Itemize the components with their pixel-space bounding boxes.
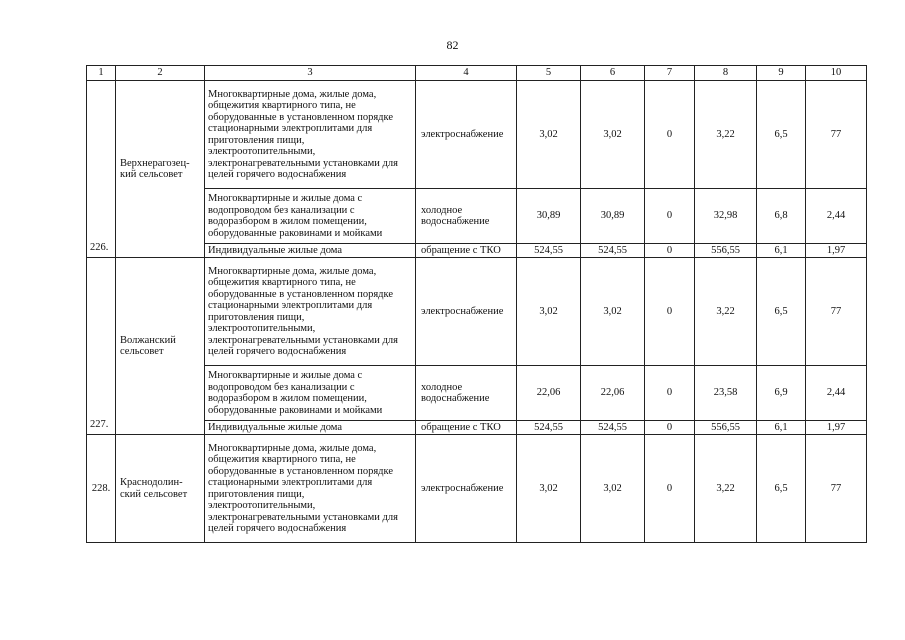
value-cell: 3,02 xyxy=(517,435,581,543)
tariff-table xyxy=(86,65,867,543)
value-cell: 6,5 xyxy=(757,81,806,189)
value-cell: 556,55 xyxy=(695,244,757,258)
table-row xyxy=(87,258,867,366)
header-cell: 6 xyxy=(581,66,645,81)
value-cell: 3,02 xyxy=(581,258,645,366)
value-cell: 0 xyxy=(645,81,695,189)
value-cell: 6,1 xyxy=(757,244,806,258)
value-cell: 0 xyxy=(645,189,695,244)
value-cell: 3,02 xyxy=(517,81,581,189)
utility-type: холодное водоснабжение xyxy=(416,189,517,244)
value-cell: 3,02 xyxy=(517,258,581,366)
consumer-category: Многоквартирные и жилые дома с водопроводом без канализации с водоразбором в жилом помещении, оборудованные раковинами и мойками xyxy=(205,366,416,421)
value-cell: 0 xyxy=(645,421,695,435)
consumer-category: Индивидуальные жилые дома xyxy=(205,244,416,258)
value-cell: 30,89 xyxy=(517,189,581,244)
value-cell: 3,22 xyxy=(695,435,757,543)
row-number: 228. xyxy=(87,435,116,543)
utility-type: электроснабжение xyxy=(416,81,517,189)
value-cell: 524,55 xyxy=(581,244,645,258)
value-cell: 3,02 xyxy=(581,435,645,543)
header-cell: 5 xyxy=(517,66,581,81)
value-cell: 2,44 xyxy=(806,366,867,421)
header-cell: 9 xyxy=(757,66,806,81)
row-number: 227. xyxy=(87,258,116,435)
value-cell: 6,1 xyxy=(757,421,806,435)
value-cell: 524,55 xyxy=(581,421,645,435)
value-cell: 32,98 xyxy=(695,189,757,244)
header-cell: 7 xyxy=(645,66,695,81)
settlement-name: Волжанский сельсовет xyxy=(116,258,205,435)
value-cell: 524,55 xyxy=(517,421,581,435)
settlement-name: Верхнерагозец-кий сельсовет xyxy=(116,81,205,258)
value-cell: 0 xyxy=(645,258,695,366)
header-cell: 1 xyxy=(87,66,116,81)
value-cell: 1,97 xyxy=(806,421,867,435)
value-cell: 2,44 xyxy=(806,189,867,244)
header-cell: 3 xyxy=(205,66,416,81)
value-cell: 524,55 xyxy=(517,244,581,258)
value-cell: 0 xyxy=(645,435,695,543)
value-cell: 6,5 xyxy=(757,435,806,543)
value-cell: 1,97 xyxy=(806,244,867,258)
value-cell: 6,5 xyxy=(757,258,806,366)
header-row xyxy=(87,66,867,81)
utility-type: электроснабжение xyxy=(416,435,517,543)
header-cell: 10 xyxy=(806,66,867,81)
consumer-category: Индивидуальные жилые дома xyxy=(205,421,416,435)
value-cell: 3,02 xyxy=(581,81,645,189)
table-row xyxy=(87,435,867,543)
settlement-name: Краснодолин-ский сельсовет xyxy=(116,435,205,543)
utility-type: обращение с ТКО xyxy=(416,244,517,258)
value-cell: 0 xyxy=(645,366,695,421)
page-number: 82 xyxy=(446,38,459,52)
value-cell: 6,9 xyxy=(757,366,806,421)
header-cell: 4 xyxy=(416,66,517,81)
value-cell: 0 xyxy=(645,244,695,258)
consumer-category: Многоквартирные дома, жилые дома, общежития квартирного типа, не оборудованные в установленном порядке стационарными электроплитами для приготовления пищи, электроотопительными, электронагревательными установками для целей горячего водоснабжения xyxy=(205,435,416,543)
value-cell: 77 xyxy=(806,435,867,543)
row-number: 226. xyxy=(87,81,116,258)
consumer-category: Многоквартирные и жилые дома с водопроводом без канализации с водоразбором в жилом помещении, оборудованные раковинами и мойками xyxy=(205,189,416,244)
value-cell: 3,22 xyxy=(695,81,757,189)
header-cell: 2 xyxy=(116,66,205,81)
table-row xyxy=(87,81,867,189)
utility-type: холодное водоснабжение xyxy=(416,366,517,421)
value-cell: 556,55 xyxy=(695,421,757,435)
consumer-category: Многоквартирные дома, жилые дома, общежития квартирного типа, не оборудованные в установленном порядке стационарными электроплитами для приготовления пищи, электроотопительными, электронагревательными установками для целей горячего водоснабжения xyxy=(205,81,416,189)
utility-type: электроснабжение xyxy=(416,258,517,366)
value-cell: 77 xyxy=(806,258,867,366)
value-cell: 30,89 xyxy=(581,189,645,244)
value-cell: 22,06 xyxy=(581,366,645,421)
consumer-category: Многоквартирные дома, жилые дома, общежития квартирного типа, не оборудованные в установленном порядке стационарными электроплитами для приготовления пищи, электроотопительными, электронагревательными установками для целей горячего водоснабжения xyxy=(205,258,416,366)
utility-type: обращение с ТКО xyxy=(416,421,517,435)
value-cell: 6,8 xyxy=(757,189,806,244)
value-cell: 22,06 xyxy=(517,366,581,421)
value-cell: 77 xyxy=(806,81,867,189)
value-cell: 23,58 xyxy=(695,366,757,421)
header-cell: 8 xyxy=(695,66,757,81)
value-cell: 3,22 xyxy=(695,258,757,366)
